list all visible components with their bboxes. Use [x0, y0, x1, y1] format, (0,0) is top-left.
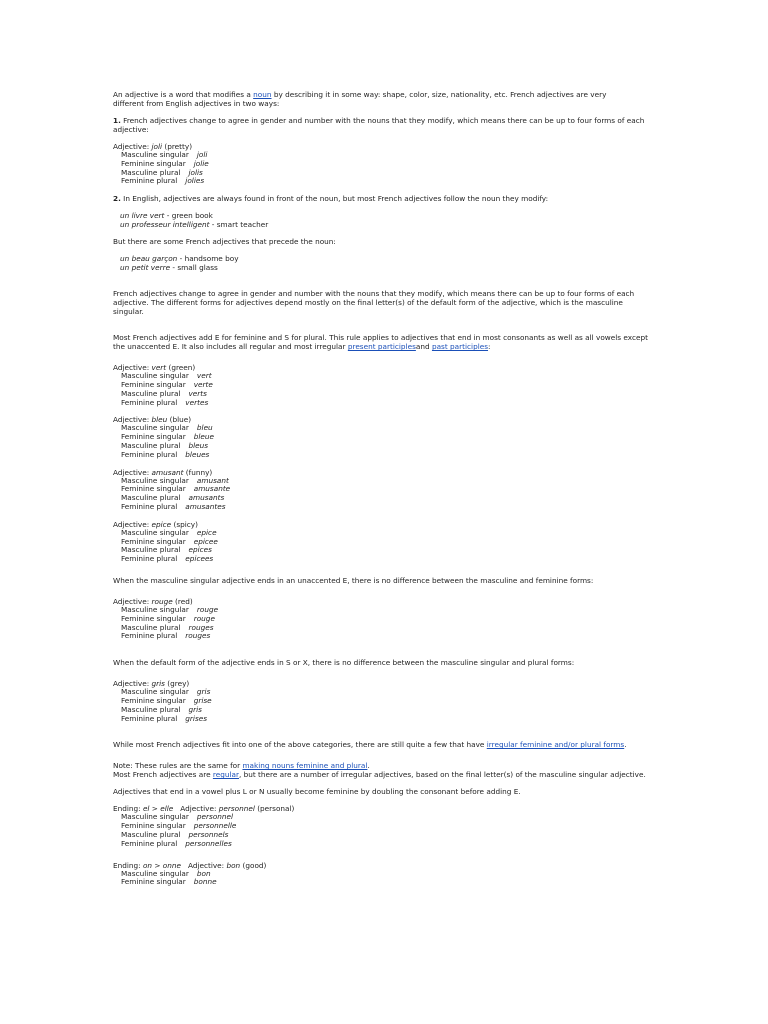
- form-row: Feminine singular bonne: [121, 877, 217, 887]
- ending-heading: Ending: el > elle Adjective: personnel (personal): [113, 804, 295, 814]
- form-row: Feminine singular epicee: [121, 536, 218, 546]
- intro-line-1: [113, 90, 653, 99]
- form-row: Feminine singular personnelle: [121, 821, 237, 831]
- form-row: Feminine singular bleue: [121, 432, 214, 442]
- form-row: Feminine singular verte: [121, 379, 213, 389]
- present-participles-link[interactable]: present participles: [347, 342, 416, 352]
- paragraph-agreement: French adjectives change to agree in gender and number with the nouns that they modify, which means there can be up to four forms of each adjective. The different forms for adjectives depend mostly on the final letter(s) of the default form of the adjective, which is the masculine singular.: [113, 289, 635, 317]
- paragraph-add-e: Most French adjectives add E for feminine and S for plural. This rule applies to adjectives that end in most consonants as well as all vowels except the unaccented E. It also includes all regular and most irregular present participlesand past participles:: [113, 333, 648, 352]
- form-row: Masculine plural rouges: [121, 622, 214, 632]
- form-row: Feminine singular amusante: [121, 484, 231, 494]
- adjective-heading: Adjective: joli (pretty): [113, 142, 193, 151]
- form-row: Feminine plural vertes: [121, 397, 209, 407]
- form-row: Masculine plural amusants: [121, 493, 225, 503]
- form-row: Masculine plural gris: [121, 704, 202, 714]
- intro-text-cont: by describing it in some way: shape, color, size, nationality, etc. French adjectives are very: [271, 90, 607, 99]
- form-row: Masculine plural verts: [121, 388, 207, 398]
- form-row: Masculine plural epices: [121, 545, 212, 555]
- paragraph-unaccented-e: When the masculine singular adjective ends in an unaccented E, there is no difference between the masculine and feminine forms:: [113, 575, 594, 585]
- point-two: [113, 194, 653, 203]
- noun-link[interactable]: noun: [253, 90, 272, 99]
- adjective-heading: Adjective: epice (spicy): [113, 519, 198, 529]
- paragraph-doubling: Adjectives that end in a vowel plus L or N usually become feminine by doubling the consonant before adding E.: [113, 787, 521, 797]
- form-row: Feminine plural rouges: [121, 631, 211, 641]
- form-row: Masculine singular vert: [121, 371, 212, 381]
- adjective-block-vert: [113, 363, 653, 407]
- form-row: Feminine plural epicees: [121, 554, 214, 564]
- adjective-block-personnel: [113, 804, 653, 848]
- form-row: Masculine singular bon: [121, 868, 211, 878]
- ending-heading: Ending: on > onne Adjective: bon (good): [113, 860, 267, 870]
- point-number: 2.: [113, 194, 121, 204]
- form-row: Feminine plural bleues: [121, 449, 210, 459]
- adjective-heading: Adjective: bleu (blue): [113, 415, 192, 425]
- form-row: Masculine plural jolis: [121, 167, 203, 177]
- form-row: Masculine singular rouge: [121, 604, 219, 614]
- form-row: Feminine plural grises: [121, 713, 208, 723]
- adjective-block-amusant: [113, 468, 653, 512]
- form-row: Feminine singular grise: [121, 695, 212, 705]
- precede-intro: But there are some French adjectives that precede the noun:: [113, 237, 336, 247]
- point-text: In English, adjectives are always found in front of the noun, but most French adjectives follow the noun they modify:: [120, 194, 549, 204]
- point-number: 1.: [113, 116, 121, 125]
- example-item: un beau garçon - handsome boy: [120, 254, 239, 264]
- form-row: Masculine singular epice: [121, 527, 217, 537]
- adjective-block-bleu: [113, 415, 653, 459]
- form-row: Feminine plural personnelles: [121, 838, 232, 848]
- form-row: Masculine singular personnel: [121, 812, 234, 822]
- paragraph-s-or-x: When the default form of the adjective ends in S or X, there is no difference between the masculine singular and plural forms:: [113, 658, 575, 668]
- form-row: Masculine singular bleu: [121, 423, 213, 433]
- adjective-block-joli: [113, 142, 653, 186]
- note-line: Note: These rules are the same for making nouns feminine and plural.: [113, 761, 370, 771]
- paragraph-irregular: While most French adjectives fit into one of the above categories, there are still quite a few that have irregular feminine and/or plural forms.: [113, 740, 627, 750]
- past-participles-link[interactable]: past participles: [431, 342, 489, 352]
- adjective-block-gris: [113, 679, 653, 723]
- point-one: [113, 116, 653, 134]
- form-row: Feminine singular jolie: [121, 158, 209, 168]
- paragraph-regular: Most French adjectives are regular, but there are a number of irregular adjectives, based on the final letter(s) of the masculine singular adjective.: [113, 770, 646, 780]
- adjective-heading: Adjective: gris (grey): [113, 679, 190, 689]
- form-row: Masculine singular amusant: [121, 475, 229, 485]
- form-row: Masculine plural bleus: [121, 440, 209, 450]
- document-body: [113, 90, 653, 887]
- making-nouns-link[interactable]: making nouns feminine and plural: [242, 761, 368, 771]
- adjective-block-bon: [113, 861, 653, 888]
- adjective-heading: Adjective: vert (green): [113, 363, 196, 373]
- regular-link[interactable]: regular: [212, 770, 239, 780]
- example-item: un professeur intelligent - smart teacher: [120, 220, 269, 230]
- adjective-block-epice: [113, 520, 653, 564]
- adjective-heading: Adjective: rouge (red): [113, 596, 193, 606]
- form-row: Feminine plural amusantes: [121, 501, 226, 511]
- adjective-heading: Adjective: amusant (funny): [113, 467, 213, 477]
- form-row: Masculine plural personnels: [121, 829, 229, 839]
- form-row: Masculine singular gris: [121, 687, 211, 697]
- point-text: French adjectives change to agree in gender and number with the nouns that they modify, which means there can be up to four forms of each adjective:: [113, 116, 645, 134]
- form-row: Masculine singular joli: [121, 150, 208, 159]
- example-item: un livre vert - green book: [120, 211, 213, 221]
- intro-text: An adjective is a word that modifies a: [113, 90, 254, 99]
- intro-line-2: different from English adjectives in two ways:: [113, 99, 280, 108]
- form-row: Feminine plural jolies: [121, 176, 205, 186]
- irregular-forms-link[interactable]: irregular feminine and/or plural forms: [486, 740, 625, 750]
- example-item: un petit verre - small glass: [120, 263, 218, 273]
- adjective-block-rouge: [113, 597, 653, 641]
- form-row: Feminine singular rouge: [121, 613, 215, 623]
